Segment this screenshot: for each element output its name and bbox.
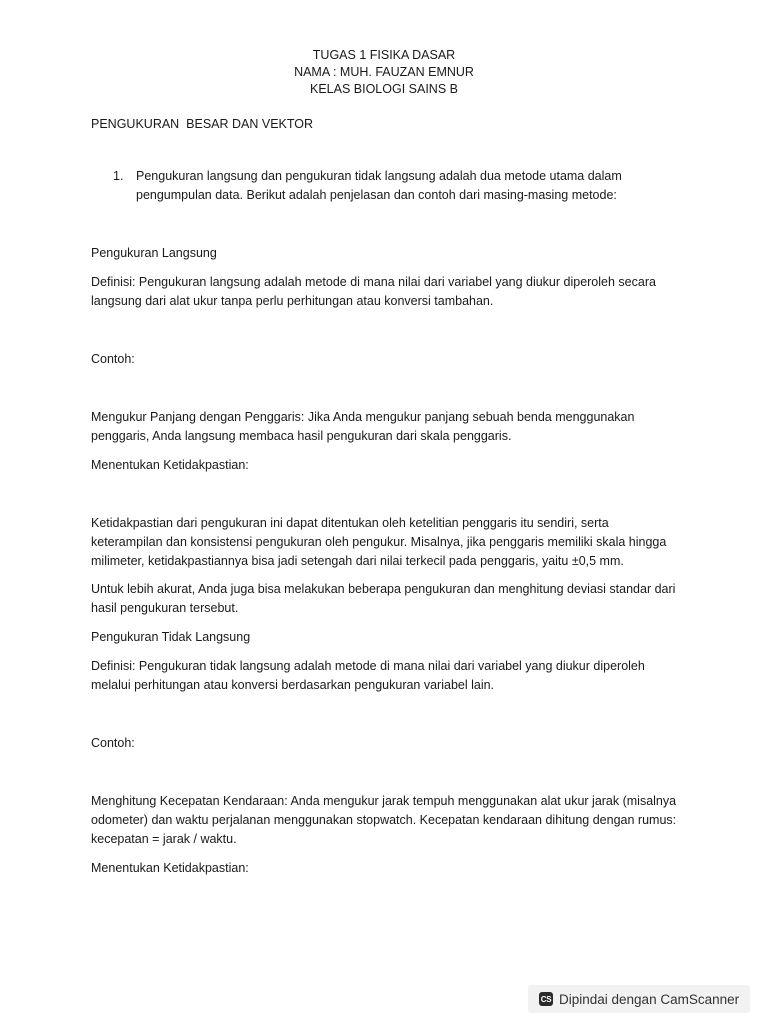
indirect-definition: Definisi: Pengukuran tidak langsung adalah metode di mana nilai dari variabel yang diukur diperoleh melalui perhitungan atau konversi berdasarkan pengukuran variabel lain. xyxy=(91,659,645,692)
document-title: TUGAS 1 FISIKA DASAR xyxy=(312,48,456,62)
camscanner-watermark xyxy=(528,985,750,1013)
indirect-measurement-heading: Pengukuran Tidak Langsung xyxy=(91,630,251,644)
direct-example: Mengukur Panjang dengan Penggaris: Jika Anda mengukur panjang sebuah benda menggunakan penggaris, Anda langsung membaca hasil pengukuran dari skala penggaris. xyxy=(91,410,635,443)
camscanner-label: Dipindai dengan CamScanner xyxy=(559,991,740,1007)
direct-accuracy-text: Untuk lebih akurat, Anda juga bisa melakukan beberapa pengukuran dan menghitung deviasi standar dari hasil pengukuran tersebut. xyxy=(91,582,676,615)
question-item-1 xyxy=(113,167,673,205)
question-text: Pengukuran langsung dan pengukuran tidak langsung adalah dua metode utama dalam pengumpulan data. Berikut adalah penjelasan dan contoh dari masing-masing metode: xyxy=(136,169,622,202)
question-number: 1. xyxy=(113,169,124,183)
indirect-example-label: Contoh: xyxy=(91,736,135,750)
direct-uncertainty-text: Ketidakpastian dari pengukuran ini dapat ditentukan oleh ketelitian penggaris itu sendiri, serta keterampilan dan konsistensi pengukuran oleh pengukur. Misalnya, jika penggaris memiliki skala hingga milimeter, ketidakpastiannya bisa jadi setengah dari nilai terkecil pada penggaris, yaitu ±0,5 mm. xyxy=(91,516,667,568)
direct-example-label: Contoh: xyxy=(91,352,135,366)
direct-definition: Definisi: Pengukuran langsung adalah metode di mana nilai dari variabel yang diukur diperoleh secara langsung dari alat ukur tanpa perlu perhitungan atau konversi tambahan. xyxy=(91,275,656,308)
indirect-example: Menghitung Kecepatan Kendaraan: Anda mengukur jarak tempuh menggunakan alat ukur jarak (misalnya odometer) dan waktu perjalanan menggunakan stopwatch. Kecepatan kendaraan dihitung dengan rumus: kecepatan = jarak / waktu. xyxy=(91,794,677,846)
student-class: KELAS BIOLOGI SAINS B xyxy=(310,82,458,96)
section-heading: PENGUKURAN BESAR DAN VEKTOR xyxy=(91,117,314,131)
indirect-uncertainty-label: Menentukan Ketidakpastian: xyxy=(91,861,249,875)
camscanner-icon: CS xyxy=(539,992,553,1006)
student-name: NAMA : MUH. FAUZAN EMNUR xyxy=(294,65,474,79)
direct-measurement-heading: Pengukuran Langsung xyxy=(91,246,217,260)
direct-uncertainty-label: Menentukan Ketidakpastian: xyxy=(91,458,249,472)
